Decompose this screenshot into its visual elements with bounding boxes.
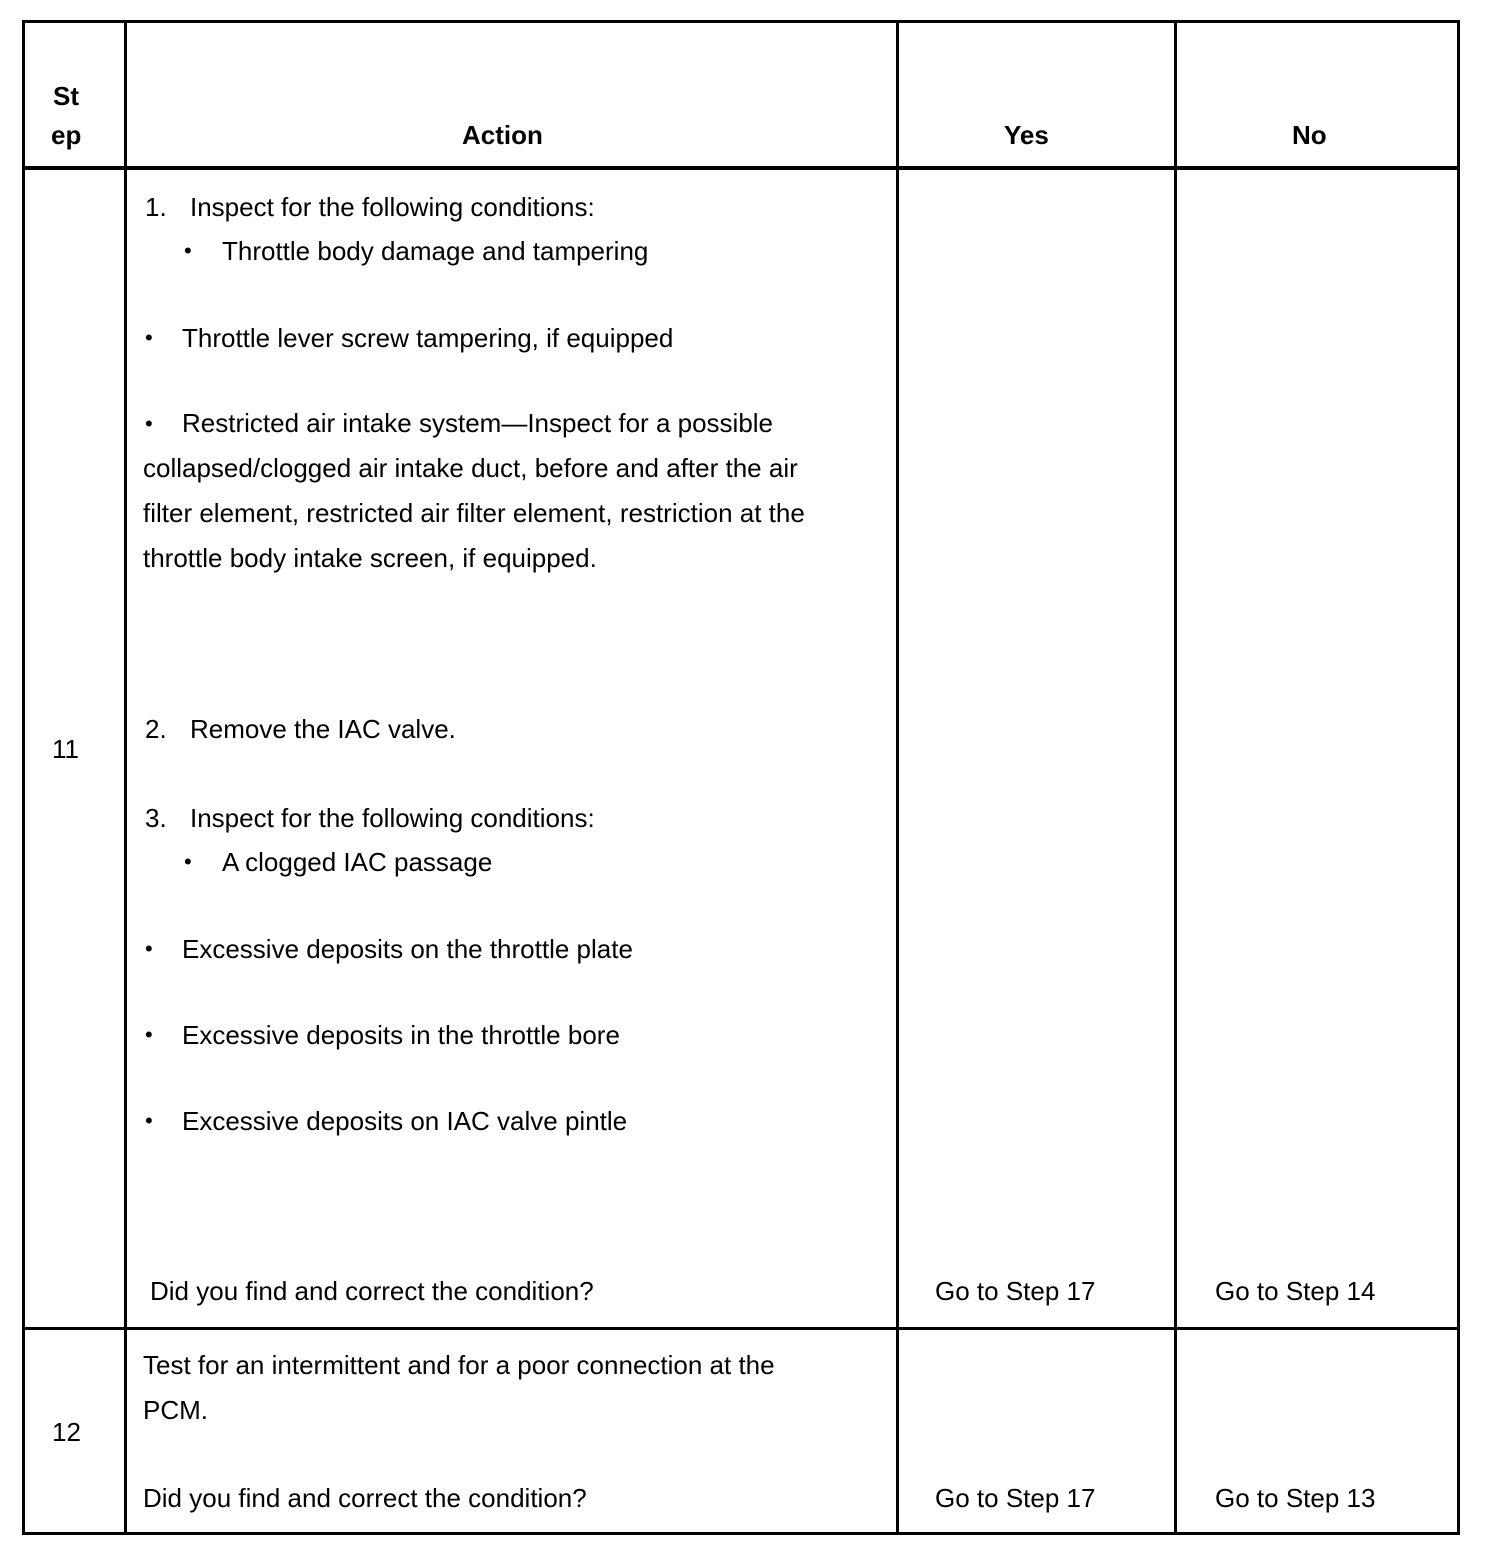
list-item-text: Inspect for the following conditions: [190,192,595,222]
bullet-item-text: Excessive deposits in the throttle bore [182,1020,620,1050]
header-yes: Yes [1004,120,1049,150]
list-item-text: Remove the IAC valve. [190,714,456,744]
yes-answer: Go to Step 17 [935,1483,1096,1513]
bullet-icon: • [184,238,192,263]
list-number: 1. [145,192,167,222]
table-border-right [1457,20,1460,1535]
list-number: 3. [145,803,167,833]
bullet-item-text: Restricted air intake system—Inspect for a possible collapsed/clogged air intake duct, before and after the air filter element, restricted air filter element, restriction at the throttle body intake screen, if equipped. [143,408,805,573]
table-border-bottom [22,1532,1460,1535]
bullet-icon: • [145,325,153,350]
list-item-text: Inspect for the following conditions: [190,803,595,833]
column-divider-step-action [124,20,127,1535]
question-text: Did you find and correct the condition? [150,1276,594,1306]
header-step-line2: ep [51,120,82,150]
action-text [143,1343,833,1433]
table-border-left [22,20,25,1535]
row-divider [22,1327,1460,1330]
header-step-line1: St [53,81,79,111]
column-divider-yes-no [1174,20,1177,1535]
bullet-item-text: Excessive deposits on IAC valve pintle [182,1106,628,1136]
list-number: 2. [145,714,167,744]
table-border-top [22,20,1460,23]
no-answer: Go to Step 13 [1215,1483,1376,1513]
column-divider-action-yes [896,20,899,1535]
bullet-icon: • [145,936,153,961]
step-number-11: 11 [52,734,79,764]
bullet-icon: • [145,411,153,436]
header-divider [22,166,1460,170]
action-paragraph: Test for an intermittent and for a poor connection at the PCM. [143,1350,775,1425]
header-no: No [1292,120,1327,150]
header-action: Action [462,120,543,150]
bullet-item-text: A clogged IAC passage [222,847,493,877]
bullet-item-paragraph [143,401,823,581]
no-answer: Go to Step 14 [1215,1276,1376,1306]
bullet-icon: • [145,1022,153,1047]
bullet-item-text: Throttle body damage and tampering [222,236,649,266]
bullet-icon: • [184,849,192,874]
step-number-12: 12 [52,1417,81,1447]
bullet-item-text: Excessive deposits on the throttle plate [182,934,633,964]
question-text: Did you find and correct the condition? [143,1483,587,1513]
bullet-item-text: Throttle lever screw tampering, if equipped [182,323,674,353]
yes-answer: Go to Step 17 [935,1276,1096,1306]
bullet-icon: • [145,1108,153,1133]
